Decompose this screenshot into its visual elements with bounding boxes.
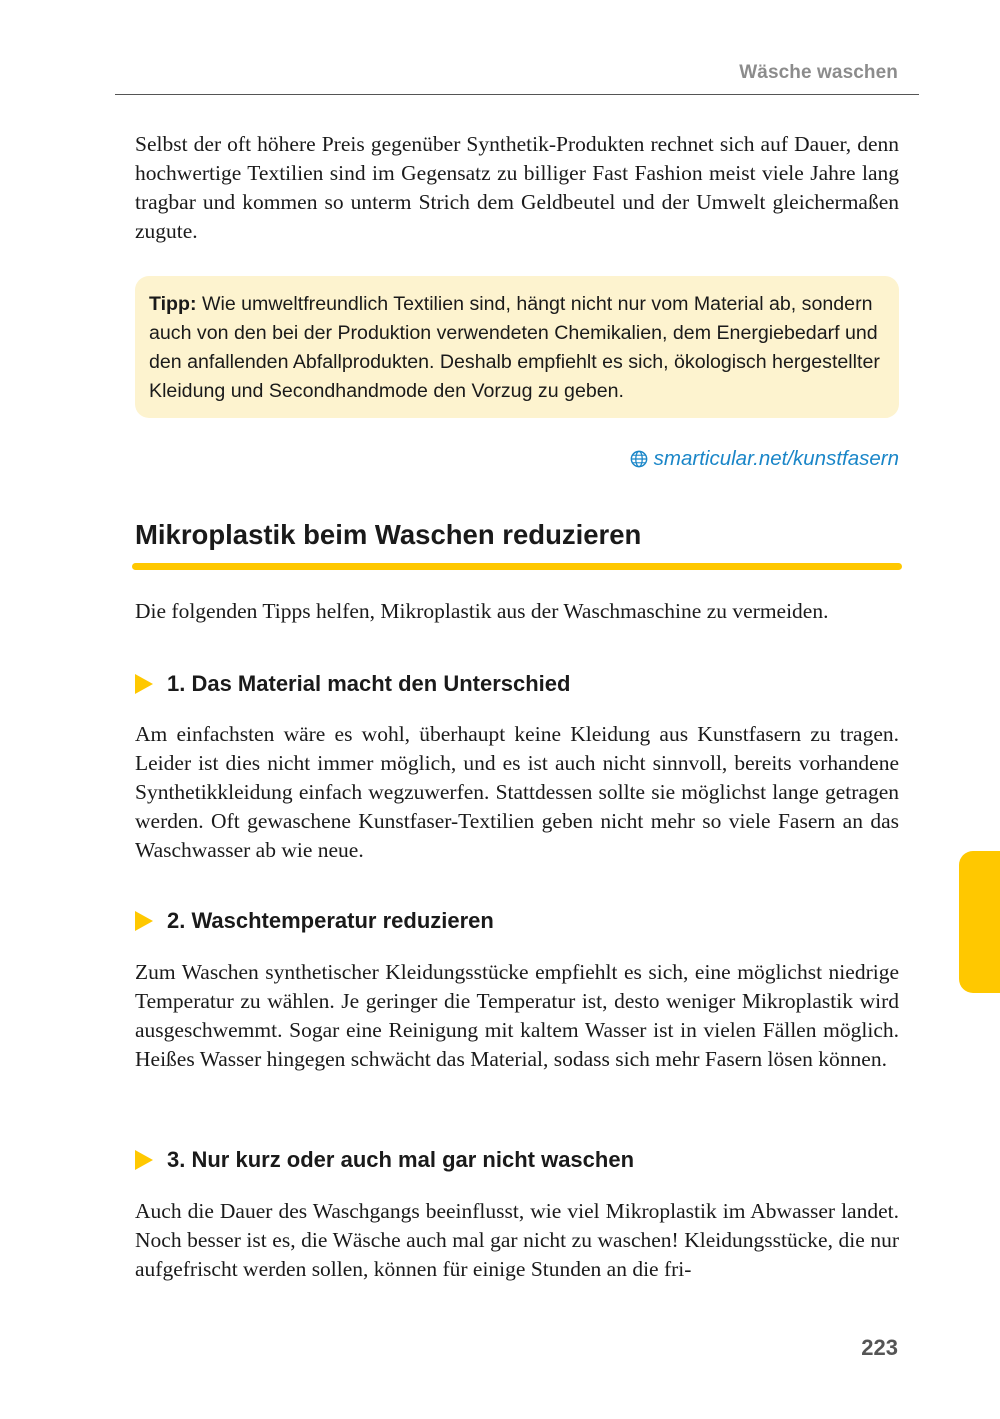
tip-heading-3	[135, 1147, 634, 1173]
tip-heading-3-text: 3. Nur kurz oder auch mal gar nicht waschen	[167, 1147, 635, 1172]
tip-heading-2-text: 2. Waschtemperatur reduzieren	[167, 908, 494, 933]
tip-heading-1-text: 1. Das Material macht den Unterschied	[167, 671, 571, 696]
intro-paragraph: Selbst der oft höhere Preis gegenüber Synthetik-Produkten rechnet sich auf Dauer, denn hochwertige Textilien sind im Gegensatz zu billiger Fast Fashion meist viele Jahre lang tragbar und kommen so unterm Strich dem Geldbeutel und der Umwelt gleichermaßen zugute.	[135, 132, 899, 243]
tip-text: Wie umweltfreundlich Textilien sind, hängt nicht nur vom Material ab, sondern auch von den bei der Produktion verwendeten Chemikalien, dem Energiebedarf und den anfallenden Abfallprodukten. Deshalb empfiehlt es sich, ökologisch hergestellter Kleidung und Secondhandmode den Vorzug zu geben.	[149, 293, 880, 402]
weblink-text[interactable]: smarticular.net/kunstfasern	[653, 447, 899, 470]
section-title: Mikroplastik beim Waschen reduzieren	[135, 519, 642, 550]
tip-paragraph-2: Zum Waschen synthetischer Kleidungsstücke empfiehlt es sich, eine möglichst niedrige Temperatur zu wählen. Je geringer die Temperatur ist, desto weniger Mikroplastik wird ausgeschwemmt. Sogar eine Reinigung mit kaltem Wasser ist in vielen Fällen möglich. Heißes Wasser hingegen schwächt das Material, sodass sich mehr Fasern lösen können.	[135, 960, 899, 1071]
tip-heading-2	[135, 908, 494, 934]
running-head-title: Wäsche waschen	[739, 62, 898, 83]
weblink[interactable]	[630, 447, 899, 471]
tip-box	[135, 276, 899, 418]
tip-heading-1	[135, 671, 570, 697]
tip-paragraph-3: Auch die Dauer des Waschgangs beeinflusst, wie viel Mikroplastik im Abwasser landet. Noch besser ist es, die Wäsche auch mal gar nicht zu waschen! Kleidungsstücke, die nur aufgefrischt werden sollen, können für einige Stunden an die fri-	[135, 1199, 899, 1281]
section-intro: Die folgenden Tipps helfen, Mikroplastik aus der Waschmaschine zu vermeiden.	[135, 599, 829, 623]
page-number: 223	[861, 1335, 898, 1360]
header-divider	[115, 94, 919, 95]
triangle-bullet-icon	[135, 1150, 153, 1170]
tip-label: Tipp:	[149, 293, 197, 315]
globe-icon	[630, 450, 648, 468]
triangle-bullet-icon	[135, 911, 153, 931]
tip-paragraph-1: Am einfachsten wäre es wohl, überhaupt keine Kleidung aus Kunstfasern zu tragen. Leider ist dies nicht immer möglich, und es ist auch nicht sinnvoll, bereits vorhandene Synthetikkleidung einfach wegzuwerfen. Stattdessen sollte sie möglichst lange getragen werden. Oft gewaschene Kunstfaser-Textilien geben nicht mehr so viele Fasern an das Waschwasser ab wie neue.	[135, 722, 899, 862]
chapter-thumb-tab	[959, 851, 1000, 993]
section-title-underline	[132, 563, 902, 570]
triangle-bullet-icon	[135, 674, 153, 694]
